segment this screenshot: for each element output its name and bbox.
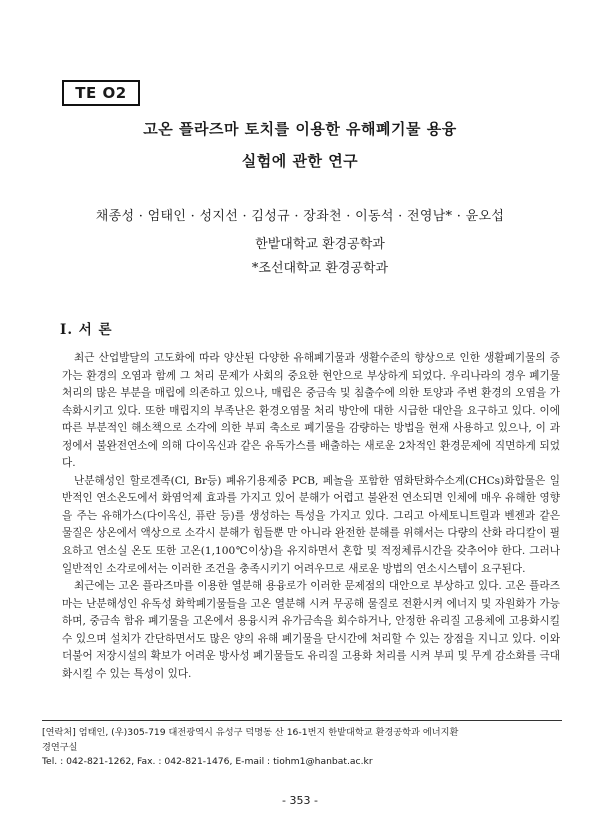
paragraph-2: 난분해성인 할로겐족(Cl, Br등) 폐유기용제중 PCB, 페놀을 포함한 염화탄화수소계(CHCs)화합물은 일반적인 연소온도에서 화염억제 효과를 가지고 있어 분해가 어렵고 불완전 연소되면 인체에 매우 유해한 영향을 주는 유해가스(다이옥신, 퓨란 등)를 생성하는 특성을 가지고 있다. 그리고 아세토니트릴과 벤젠과 같은 물질은 상온에서 액상으로 소각시 분해가 힘들뿐 만 아니라 완전한 분해를 위해서는 다량의 산화 라디칼이 필요하고 연소실 온도 또한 고온(1,100℃이상)을 유지하면서 혼합 및 적정체류시간을 갖추어야 한다. 그러나 일반적인 소각로에서는 이러한 조건을 충족시키기 어려우므로 새로운 방법의 연소시스템이 요구된다. xyxy=(62,474,560,575)
footnote-line-1: [연락처] 엄태인, (우)305-719 대전광역시 유성구 덕명동 산 16-1번지 한밭대학교 환경공학과 에너지환 xyxy=(42,727,459,738)
paper-code: TE O2 xyxy=(75,84,127,102)
paper-code-box xyxy=(62,80,140,106)
title-line-2: 실험에 관한 연구 xyxy=(241,152,359,170)
section-body xyxy=(62,350,560,683)
section-heading: I. 서 론 xyxy=(60,322,113,338)
title-line-1: 고온 플라즈마 토치를 이용한 유해폐기물 용융 xyxy=(143,120,457,138)
paragraph-3: 최근에는 고온 플라즈마를 이용한 열분해 용융로가 이러한 문제점의 대안으로 부상하고 있다. 고온 플라즈마는 난분해성인 유독성 화학폐기물들을 고온 열분해 시켜 무공해 물질로 전환시켜 에너지 및 자원화가 가능하며, 중금속 함유 폐기물을 고온에서 용융시켜 유가금속을 회수하거나, 안정한 유리질 고용체에 고용화시킬 수 있으며 설치가 간단하면서도 많은 양의 유해 폐기물을 단시간에 처리할 수 있는 장점을 지니고 있다. 이와 더불어 저장시설의 확보가 어려운 방사성 폐기물들도 유리질 고용화 처리를 시켜 부피 및 무게 감소화를 극대화시킬 수 있는 특성이 있다. xyxy=(62,580,560,680)
affiliation-secondary: *조선대학교 환경공학과 xyxy=(251,261,389,276)
page-number: - 353 - xyxy=(282,794,318,807)
affiliation-primary: 한밭대학교 환경공학과 xyxy=(255,237,385,252)
footnote-line-3: Tel. : 042-821-1262, Fax. : 042-821-1476, E-mail : tiohm1@hanbat.ac.kr xyxy=(42,756,373,767)
paragraph-1: 최근 산업발달의 고도화에 따라 양산된 다양한 유해폐기물과 생활수준의 향상으로 인한 생활폐기물의 증가는 환경의 오염과 함께 그 처리 문제가 사회의 중요한 현안으로 부상하게 되었다. 우리나라의 경우 폐기물 처리의 많은 부분을 매립에 의존하고 있으나, 매립은 중금속 및 침출수에 의한 토양과 주변 환경의 오염을 가속화시키고 있다. 또한 매립지의 부족난은 환경오염물 처리 방안에 대한 시급한 대안을 요구하고 있다. 이에 따른 부분적인 해소책으로 소각에 의한 부피 축소로 폐기물을 감량하는 방법을 현재 사용하고 있으나, 이 과정에서 불완전연소에 의해 다이옥신과 같은 유독가스를 배출하는 새로운 2차적인 환경문제에 직면하게 되었다. xyxy=(62,352,560,470)
footnote-line-2: 경연구실 xyxy=(42,741,78,753)
contact-footnote xyxy=(42,720,562,770)
author-list: 채종성 · 엄태인 · 성지선 · 김성규 · 장좌천 · 이동석 · 전영남* · 윤오섭 xyxy=(95,209,505,224)
